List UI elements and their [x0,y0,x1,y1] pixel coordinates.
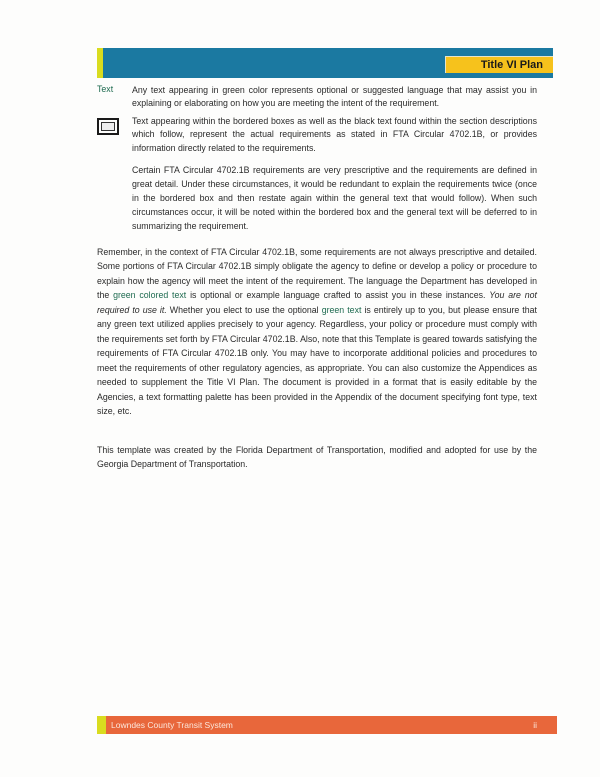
header-accent-stripe [97,48,103,78]
template-origin-paragraph: This template was created by the Florida Department of Transportation, modified and adopted for use by the Georgia Department of Transportation. [97,445,537,470]
footer-accent-stripe [97,716,106,734]
green-text-legend-description: Any text appearing in green color represents optional or suggested language that may assist you in explaining or elaborating on how you are meeting the intent of the requirement. [132,85,537,109]
prescriptive-requirements-note: Certain FTA Circular 4702.1B requirements are very prescriptive and the requirements are defined in great detail. Under these circumstances, it would be redundant to explain the requirements twice (once in the bordered box and then restate again within the general text that would follow). When such circumstances occur, it will be noted within the bordered box and the general text will be deferred to in summarizing the requirement. [132,165,537,231]
green-text-sample: green text [321,304,362,315]
document-title: Title VI Plan [445,56,553,73]
green-text-legend-label: Text [97,84,114,94]
footer-organization: Lowndes County Transit System [111,720,233,730]
bordered-box-icon [97,118,119,135]
header-bar [97,48,553,78]
page-number: ii [533,720,537,730]
context-paragraph: Remember, in the context of FTA Circular 4702.1B, some requirements are not always prescriptive and detailed. Some portions of FTA Circular 4702.1B simply obligate the agency to define or develop a policy or procedure to explain how the agency will meet the intent of the requirement. The language the Department has developed in the green colored text is optional or example language crafted to assist you in these instances. You are not required to use it. Whether you elect to use the optional green text is entirely up to you, but please ensure that any green text utilized applies precisely to your agency. Regardless, your policy or procedure must comply with the requirements set forth by FTA Circular 4702.1B. Also, note that this Template is geared towards satisfying the requirements of FTA Circular 4702.1B only. You may have to incorporate additional policies and procedures to meet the requirements of other regulatory agencies, as appropriate. You can also customize the Appendices as needed to supplement the Title VI Plan. The document is provided in a format that is easily editable by the Agencies, a text formatting palette has been provided in the Appendix of the document specifying font type, text size, etc. [97,247,538,416]
green-text-sample: green colored text [113,290,187,301]
footer-bar [97,716,557,734]
italic-emphasis: You are not required to use it. [97,290,538,315]
bordered-box-legend-description: Text appearing within the bordered boxes as well as the black text found within the section descriptions which follow, represent the actual requirements as stated in FTA Circular 4702.1B, or provides information directly related to the requirements. [132,116,537,153]
